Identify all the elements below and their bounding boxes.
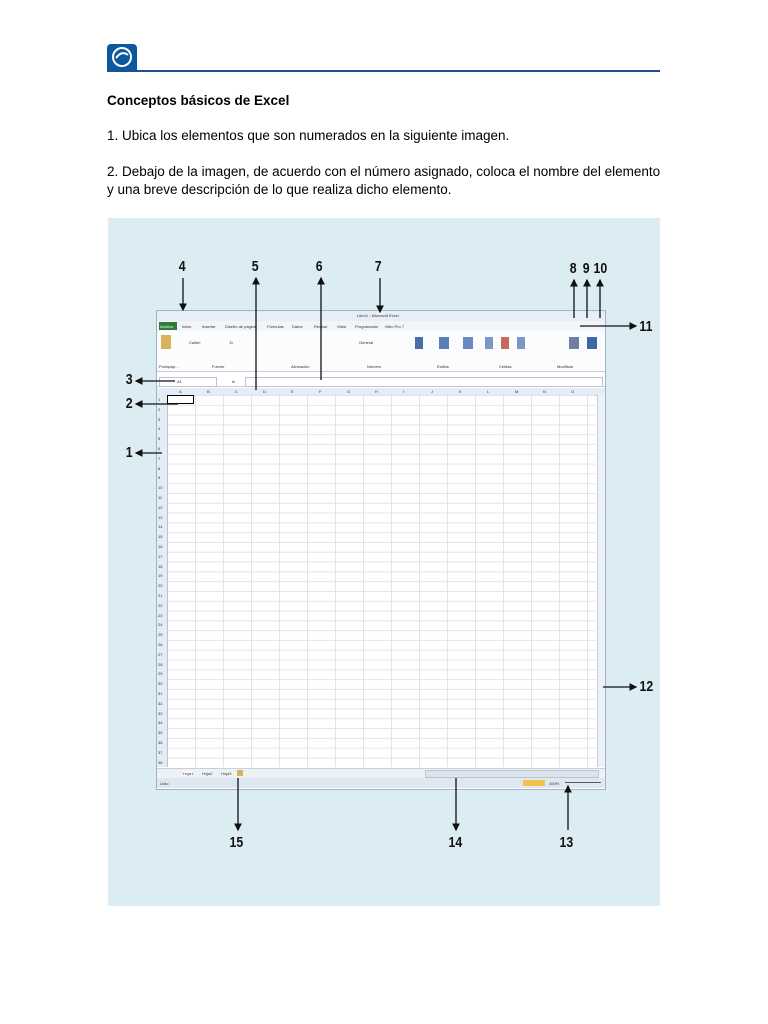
row-header[interactable]: 24 [158, 622, 163, 628]
column-header[interactable]: J [431, 389, 433, 394]
row-header[interactable]: 9 [158, 475, 161, 481]
window-title: Libro1 - Microsoft Excel [357, 313, 399, 318]
row-header[interactable]: 1 [158, 397, 161, 402]
fx-button[interactable]: fx [232, 379, 236, 384]
instruction-2: 2. Debajo de la imagen, de acuerdo con el número asignado, coloca el nombre del elemento y una breve descripción de lo que realiza dicho elemento. [107, 164, 661, 197]
row-header[interactable]: 27 [158, 651, 163, 657]
column-header[interactable]: H [375, 389, 378, 394]
row-header[interactable]: 2 [158, 406, 161, 412]
row-header[interactable]: 15 [158, 534, 163, 540]
group-alineacion: Alineación [291, 364, 310, 369]
label-6: 6 [315, 258, 323, 275]
row-header[interactable]: 32 [158, 700, 163, 706]
row-header[interactable]: 10 [158, 485, 163, 491]
tab-datos[interactable]: Datos [292, 324, 303, 329]
row-header[interactable]: 38 [158, 759, 163, 765]
column-header[interactable]: E [291, 389, 294, 394]
number-format[interactable]: General [359, 340, 374, 345]
column-header[interactable]: D [263, 389, 266, 394]
row-header[interactable]: 11 [158, 495, 163, 500]
font-name[interactable]: Calibri [189, 340, 201, 345]
font-size[interactable]: 11 [229, 340, 234, 345]
group-fuente: Fuente [212, 364, 225, 369]
label-10: 10 [593, 260, 608, 277]
row-header[interactable]: 19 [158, 573, 163, 579]
row-header[interactable]: 30 [158, 681, 163, 687]
row-header[interactable]: 34 [158, 720, 163, 726]
row-header[interactable]: 3 [158, 416, 161, 422]
group-modificar: Modificar [557, 364, 574, 369]
column-header[interactable]: C [235, 389, 238, 394]
sheet-tab-2[interactable]: Hoja2 [202, 771, 213, 776]
row-header[interactable]: 16 [158, 544, 163, 549]
group-estilos: Estilos [437, 364, 449, 369]
row-header[interactable]: 22 [158, 602, 163, 608]
row-header[interactable]: 8 [158, 465, 161, 471]
row-header[interactable]: 5 [158, 436, 161, 442]
tab-revisar[interactable]: Revisar [314, 324, 328, 329]
column-header[interactable]: M [515, 389, 519, 394]
row-header[interactable]: 37 [158, 749, 163, 755]
label-7: 7 [374, 258, 382, 275]
tab-insertar[interactable]: Insertar [202, 324, 216, 329]
row-header[interactable]: 31 [158, 691, 163, 696]
column-header[interactable]: N [543, 389, 546, 394]
row-header[interactable]: 35 [158, 730, 163, 736]
group-portapapeles: Portapap... [159, 364, 179, 369]
label-13: 13 [559, 834, 574, 851]
label-8: 8 [569, 260, 577, 277]
row-header[interactable]: 25 [158, 632, 163, 638]
label-3: 3 [125, 371, 133, 388]
column-header[interactable]: A [179, 389, 182, 394]
row-header[interactable]: 14 [158, 524, 163, 530]
row-header[interactable]: 26 [158, 642, 163, 647]
label-15: 15 [229, 834, 244, 851]
column-header[interactable]: L [487, 389, 490, 394]
label-5: 5 [251, 258, 259, 275]
label-12: 12 [639, 678, 654, 695]
label-1: 1 [125, 444, 133, 461]
tab-archivo-label: Archivo [160, 324, 174, 329]
tab-nitro[interactable]: Nitro Pro 7 [385, 324, 405, 329]
tab-programador[interactable]: Programador [355, 324, 379, 329]
tab-inicio[interactable]: Inicio [182, 324, 192, 329]
tab-diseno[interactable]: Diseño de página [225, 324, 257, 329]
row-header[interactable]: 20 [158, 583, 163, 589]
row-header[interactable]: 7 [158, 455, 161, 461]
column-header[interactable]: I [403, 389, 405, 394]
column-header[interactable]: B [207, 389, 210, 394]
row-header[interactable]: 18 [158, 563, 163, 569]
group-numero: Número [367, 364, 382, 369]
tab-vista[interactable]: Vista [337, 324, 346, 329]
page-title: Conceptos básicos de Excel [107, 93, 290, 108]
row-header[interactable]: 6 [158, 446, 161, 451]
row-header[interactable]: 12 [158, 504, 163, 510]
row-header[interactable]: 28 [158, 661, 163, 667]
zoom-level: 100% [549, 781, 560, 786]
tab-formulas[interactable]: Fórmulas [267, 324, 284, 329]
label-14: 14 [448, 834, 463, 851]
column-header[interactable]: O [571, 389, 575, 394]
group-celdas: Celdas [499, 364, 512, 369]
row-header[interactable]: 13 [158, 514, 163, 520]
label-2: 2 [125, 395, 133, 412]
label-11: 11 [639, 318, 653, 335]
column-header[interactable]: F [319, 389, 322, 394]
row-header[interactable]: 33 [158, 710, 163, 716]
row-header[interactable]: 29 [158, 671, 163, 677]
row-header[interactable]: 4 [158, 426, 161, 432]
row-header[interactable]: 17 [158, 553, 163, 559]
row-header[interactable]: 36 [158, 740, 163, 745]
label-4: 4 [178, 258, 186, 275]
row-header[interactable]: 23 [158, 612, 163, 618]
instruction-1: 1. Ubica los elementos que son numerados en la siguiente imagen. [107, 128, 510, 143]
sheet-tab-3[interactable]: Hoja3 [221, 771, 232, 776]
row-header[interactable]: 21 [158, 593, 163, 598]
status-text: Listo [160, 781, 169, 786]
name-box-value: A1 [177, 379, 182, 384]
sheet-tab-1[interactable]: Hoja1 [183, 771, 194, 776]
label-9: 9 [582, 260, 590, 277]
column-header[interactable]: G [347, 389, 351, 394]
column-header[interactable]: K [459, 389, 462, 394]
